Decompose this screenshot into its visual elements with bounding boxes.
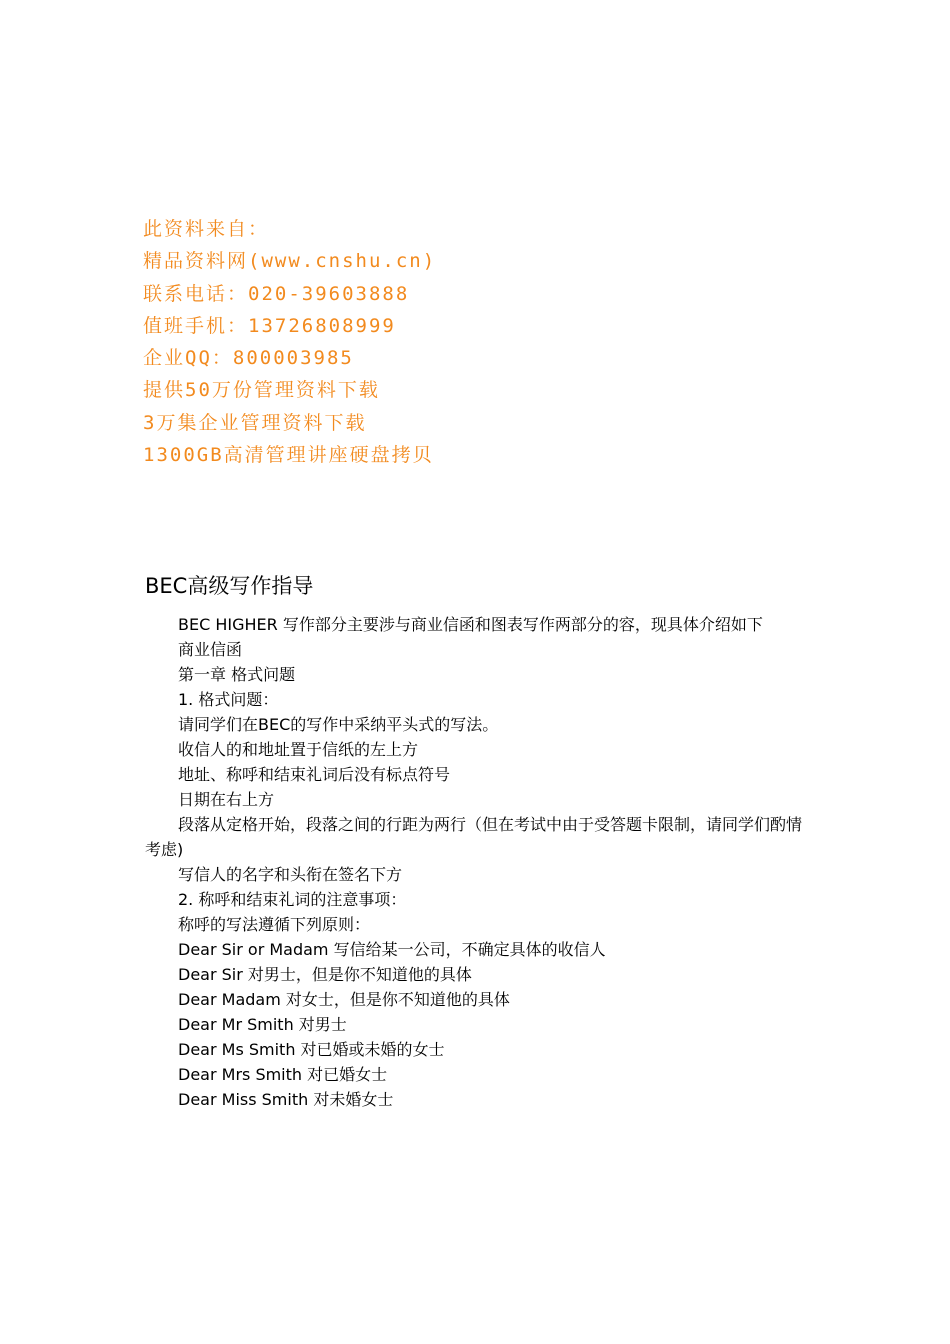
salutation-rule: Dear Sir or Madam 写信给某一公司，不确定具体的收信人 [178, 940, 606, 959]
document-title: BEC高级写作指导 [145, 574, 314, 598]
salutation-rule: Dear Miss Smith 对未婚女士 [178, 1090, 394, 1109]
ad-line-offer-lectures: 1300GB高清管理讲座硬盘拷贝 [143, 444, 434, 467]
salutation-rule: Dear Ms Smith 对已婚或未婚的女士 [178, 1040, 445, 1059]
document-body [145, 612, 815, 1112]
ad-line-phone: 联系电话：020-39603888 [143, 282, 410, 305]
subsection-heading: 2. 称呼和结束礼词的注意事项： [178, 890, 407, 909]
salutation-rule: Dear Mrs Smith 对已婚女士 [178, 1065, 388, 1084]
body-paragraph: 地址、称呼和结束礼词后没有标点符号 [178, 765, 451, 784]
body-paragraph: 日期在右上方 [178, 790, 275, 809]
section-heading: 商业信函 [178, 640, 243, 659]
salutation-rule: Dear Madam 对女士，但是你不知道他的具体 [178, 990, 510, 1009]
body-paragraph: 请同学们在BEC的写作中采纳平头式的写法。 [178, 715, 499, 734]
subsection-heading: 1. 格式问题： [178, 690, 279, 709]
salutation-rule: Dear Mr Smith 对男士 [178, 1015, 347, 1034]
salutation-rule: Dear Sir 对男士，但是你不知道他的具体 [178, 965, 472, 984]
ad-line-qq: 企业QQ：800003985 [143, 347, 354, 370]
ad-line-mobile: 值班手机：13726808999 [143, 314, 396, 337]
body-paragraph: 写信人的名字和头衔在签名下方 [178, 865, 403, 884]
body-paragraph: 段落从定格开始，段落之间的行距为两行（但在考试中由于受答题卡限制，请同学们酌情考虑) [145, 815, 803, 859]
ad-line-source: 此资料来自： [143, 218, 270, 240]
body-paragraph: 称呼的写法遵循下列原则： [178, 915, 371, 934]
body-paragraph: 收信人的和地址置于信纸的左上方 [178, 740, 419, 759]
intro-paragraph: BEC HIGHER 写作部分主要涉与商业信函和图表写作两部分的容，现具体介绍如下 [178, 615, 763, 634]
source-advertisement [143, 213, 843, 471]
ad-line-offer-sets: 3万集企业管理资料下载 [143, 411, 367, 434]
ad-line-offer-docs: 提供50万份管理资料下载 [143, 379, 380, 402]
chapter-heading: 第一章 格式问题 [178, 665, 296, 684]
ad-line-website: 精品资料网(www.cnshu.cn) [143, 250, 437, 273]
